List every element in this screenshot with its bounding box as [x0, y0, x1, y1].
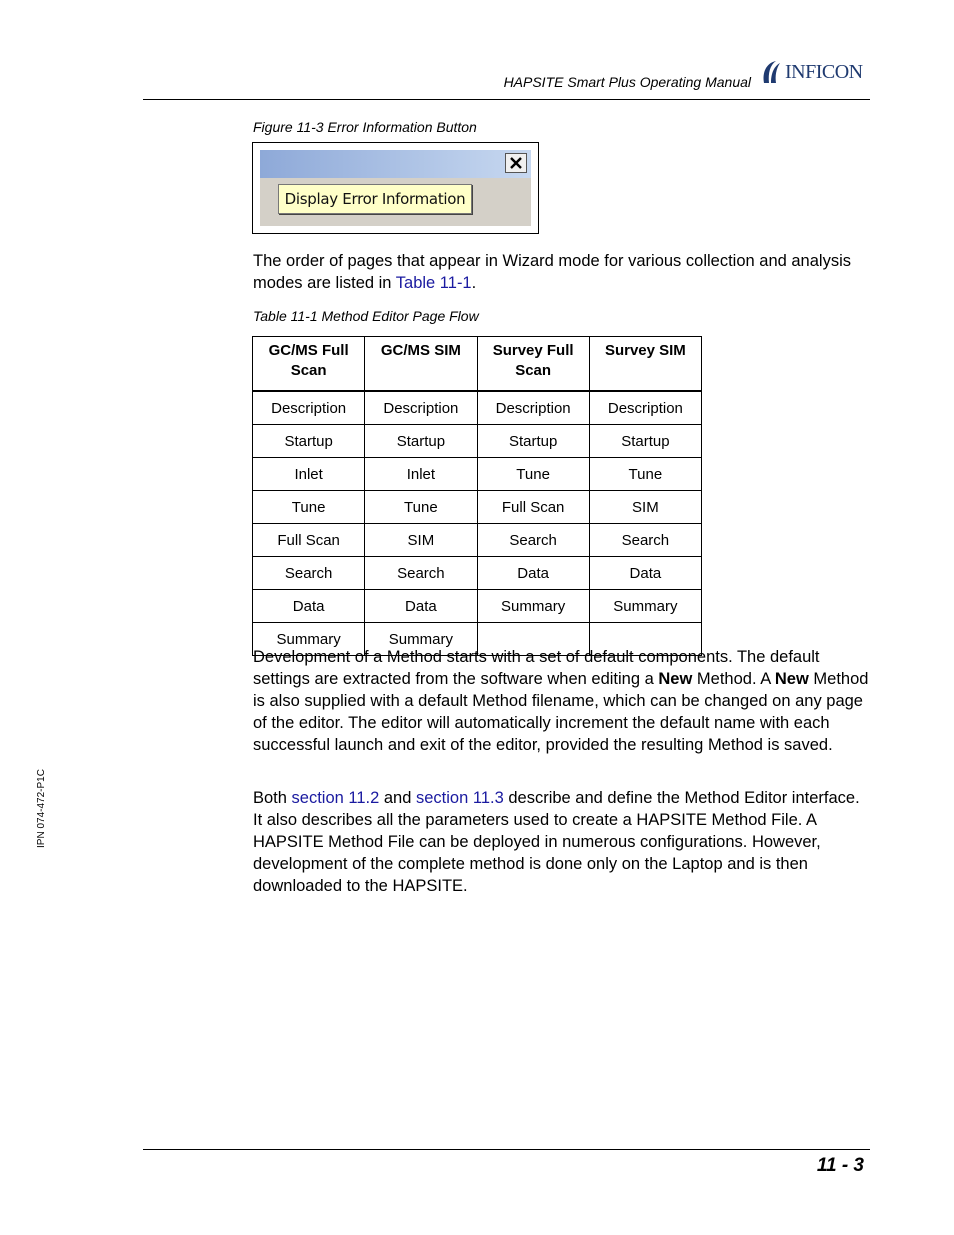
table-cell: Full Scan	[253, 524, 365, 557]
para2-text: describe and define the Method Editor interface. It also describes all the parameters used to create a HAPSITE Method File. A HAPSITE Method File can be deployed in numerous configurations. However, development of the complete method is done only on the Laptop and is then downloaded to the HAPSITE.	[253, 789, 860, 895]
header-rule	[143, 99, 870, 100]
para1-text: Method is also supplied with a default Method filename, which can be changed on any page of the editor. The editor will automatically increment the default name with each successful launch and exit of the editor, provided the resulting Method is saved.	[253, 670, 869, 754]
development-paragraph	[253, 646, 871, 756]
section-11-2-link[interactable]: section 11.2	[291, 789, 380, 807]
table-cell: Inlet	[253, 458, 365, 491]
table-cell: Search	[477, 524, 589, 557]
close-icon	[510, 157, 522, 169]
table-row	[253, 458, 702, 491]
table-row	[253, 557, 702, 590]
error-dialog	[260, 150, 531, 226]
page-number: 11 - 3	[816, 1155, 864, 1176]
intro-paragraph	[253, 250, 871, 294]
figure-caption: Figure 11-3 Error Information Button	[253, 119, 477, 135]
method-editor-page-flow-table	[252, 336, 702, 656]
table-row	[253, 524, 702, 557]
document-code: IPN 074-472-P1C	[36, 769, 47, 848]
table-cell: SIM	[365, 524, 477, 557]
dialog-titlebar	[260, 150, 531, 178]
table-cell: Startup	[589, 425, 701, 458]
table-cell: Startup	[477, 425, 589, 458]
inficon-logo	[760, 58, 863, 86]
table-cell: Tune	[477, 458, 589, 491]
figure-frame	[252, 142, 539, 234]
table-cell: Description	[365, 391, 477, 425]
para1-text: Development of a Method starts with a set of default components. The default settings are extracted from the software when editing a	[253, 648, 820, 688]
table-cell: Summary	[253, 623, 365, 656]
table-cell: Tune	[253, 491, 365, 524]
header-cell: GC/MS Full Scan	[253, 337, 365, 392]
table-cell: Description	[477, 391, 589, 425]
intro-text: The order of pages that appear in Wizard mode for various collection and analysis modes are listed in	[253, 252, 851, 292]
table-cell: Data	[365, 590, 477, 623]
table-cell: Data	[477, 557, 589, 590]
table-cell: Data	[253, 590, 365, 623]
table-cell: Summary	[477, 590, 589, 623]
sections-paragraph	[253, 787, 871, 897]
intro-end: .	[471, 274, 477, 292]
table-cell: Tune	[589, 458, 701, 491]
header-title: HAPSITE Smart Plus Operating Manual	[503, 74, 751, 90]
table-cell: Full Scan	[477, 491, 589, 524]
header-cell: Survey SIM	[589, 337, 701, 392]
table-cell: Summary	[589, 590, 701, 623]
new-bold: New	[658, 670, 693, 688]
table-cell: Search	[253, 557, 365, 590]
inficon-logo-icon	[760, 59, 782, 85]
table-row	[253, 425, 702, 458]
display-error-information-button[interactable]: Display Error Information	[278, 184, 472, 214]
table-cell: Startup	[253, 425, 365, 458]
table-row	[253, 491, 702, 524]
table-cell: Tune	[365, 491, 477, 524]
table-cell: Inlet	[365, 458, 477, 491]
table-row	[253, 391, 702, 425]
para2-text: Both	[253, 789, 292, 807]
header-cell: Survey Full Scan	[477, 337, 589, 392]
logo-text: INFICON	[785, 60, 863, 83]
section-11-3-link[interactable]: section 11.3	[416, 789, 504, 807]
table-cell: Search	[589, 524, 701, 557]
table-cell: Data	[589, 557, 701, 590]
table-caption: Table 11-1 Method Editor Page Flow	[253, 308, 479, 324]
table-cell: Search	[365, 557, 477, 590]
table-cell: SIM	[589, 491, 701, 524]
para2-text: and	[379, 789, 416, 807]
table-cell: Description	[589, 391, 701, 425]
close-button[interactable]	[505, 153, 527, 173]
table-cell: Startup	[365, 425, 477, 458]
table-link[interactable]: Table 11-1	[395, 274, 472, 292]
table-cell: Description	[253, 391, 365, 425]
table-header-row	[253, 337, 702, 392]
table-cell: Summary	[365, 623, 477, 656]
header-cell: GC/MS SIM	[365, 337, 477, 392]
new-bold: New	[774, 670, 809, 688]
footer-rule	[143, 1149, 870, 1150]
table-row	[253, 590, 702, 623]
para1-text: Method. A	[692, 670, 775, 688]
